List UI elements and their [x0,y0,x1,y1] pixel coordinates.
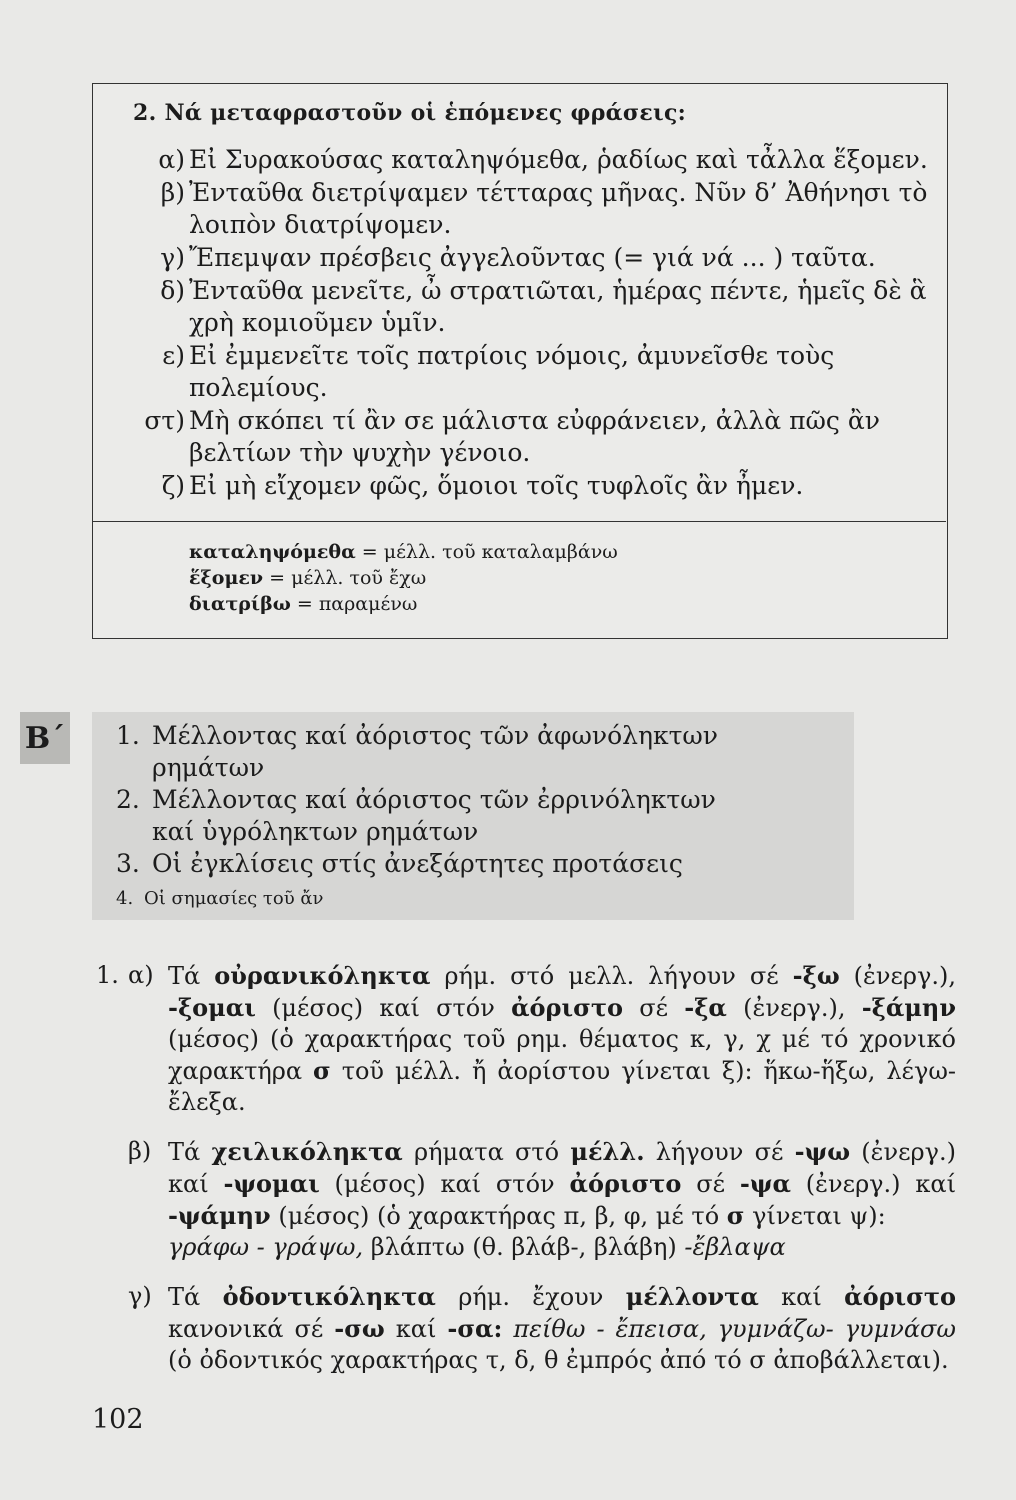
text-run: ρήματα στό [402,1138,571,1166]
text-run: (ἐνεργ.), [839,962,956,990]
text-run: σέ [622,994,685,1022]
exercise-item [93,242,949,274]
topic-item [116,848,762,880]
exercise-item-label: δ) [160,276,185,305]
vocabulary-notes [189,539,618,617]
bold-term: χειλικόληκτα [211,1137,403,1166]
bold-term: -ψάμην [168,1201,271,1230]
bold-term: μέλλ. [570,1137,645,1166]
vocab-definition: = μέλλ. τοῦ καταλαμβάνω [361,541,618,563]
page-number: 102 [92,1404,144,1435]
topic-title: Μέλλοντας καί ἀόριστος τῶν ἀφωνόληκτων ρημάτων [152,721,718,782]
italic-example: -ἔβλαψα [684,1233,786,1261]
exercise-item-label: στ) [144,406,185,435]
exercise-item-text: Ἐνταῦθα διετρίψαμεν τέτταρας μῆνας. Νῦν δ’ Ἀθήνησι τὸ λοιπὸν διατρίψομεν. [189,178,928,239]
bold-term: σ [726,1201,745,1230]
vocab-definition: = παραμένω [296,593,418,615]
bold-term: -ξα [684,993,727,1022]
topic-number: 2. [116,785,140,814]
vocab-entry [189,591,618,617]
topic-title: Οἱ σημασίες τοῦ ἄν [144,888,324,909]
exercise-item [93,470,949,502]
bold-term: μέλλοντα [625,1282,759,1311]
bold-term: -ξομαι [168,993,256,1022]
paragraph-label: α) [128,961,154,989]
bold-term: -ξω [792,961,840,990]
vocab-term: καταληψόμεθα [189,541,356,563]
text-run: (ἐνεργ.) καί [790,1170,956,1198]
text-run: (μέσος) (ὁ χαρακτήρας τοῦ ρημ. θέματος κ, γ, χ μέ τό χρονικό χαρακτήρα [168,1025,956,1085]
bold-term: -σα: [447,1314,503,1343]
exercise-item-label: α) [158,145,185,174]
text-run: (μέσος) καί στόν [319,1170,570,1198]
topic-item [116,720,762,784]
exercise-item [93,177,949,241]
text-run: καί [384,1315,448,1343]
topic-number: 1. [116,721,140,750]
exercise-title: 2. Νά μεταφραστοῦν οἱ ἑπόμενες φράσεις: [133,100,687,126]
paragraph-3 [128,1281,957,1376]
paragraph-number: 1. [96,961,119,989]
exercise-item-text: Εἰ Συρακούσας καταληψόμεθα, ῥαδίως καὶ τἆλλα ἕξομεν. [189,145,928,174]
text-run: ρήμ. ἔχουν [435,1283,626,1311]
text-run: Τά [168,1138,212,1166]
exercise-item [93,144,949,176]
paragraph-label: γ) [128,1282,152,1310]
bold-term: σ [313,1056,331,1085]
vocab-term: διατρίβω [189,593,291,615]
exercise-item [93,275,949,339]
bold-term: -ψα [739,1169,791,1198]
text-run: (μέσος) (ὁ χαρακτήρας π, β, φ, μέ τό [270,1202,727,1230]
paragraph-label: β) [128,1137,152,1165]
text-run: καί [758,1283,845,1311]
text-run: βλάπτω (θ. βλάβ-, βλάβη) [363,1233,685,1261]
text-run: Τά [168,962,215,990]
section-b-topics [116,720,762,912]
bold-term: ὀδοντικόληκτα [222,1282,436,1311]
text-run: (ἐνεργ.) καί [168,1138,956,1198]
exercise-item-label: ζ) [161,471,185,500]
topic-number: 4. [116,888,134,909]
exercise-list [93,144,949,502]
vocab-entry [189,539,618,565]
vocab-entry [189,565,618,591]
exercise-item [93,340,949,404]
bold-term: -ξάμην [861,993,956,1022]
exercise-item [93,405,949,469]
exercise-item-label: β) [160,178,185,207]
text-run: κανονικά σέ [168,1315,335,1343]
topic-item [116,886,762,912]
italic-example: γράφω - γράψω, [168,1233,364,1261]
paragraph-text [168,960,956,1118]
exercise-item-text: Ἔπεμψαν πρέσβεις ἀγγελοῦντας (= γιά νά ... ) ταῦτα. [189,243,876,272]
text-run: (μέσος) καί στόν [255,994,512,1022]
section-b-marker: Β΄ [20,712,70,764]
text-run: ρήμ. στό μελλ. λήγουν σέ [430,962,793,990]
italic-example: πείθω - ἔπεισα, γυμνάζω- γυμνάσω [502,1315,956,1343]
paragraph-text [168,1281,956,1376]
exercise-item-text: Εἰ ἐμμενεῖτε τοῖς πατρίοις νόμοις, ἀμυνεῖσθε τοὺς πολεμίους. [189,341,835,402]
vocab-definition: = μέλλ. τοῦ ἔχω [269,567,427,589]
paragraph-text [168,1136,956,1263]
topic-title: Οἱ ἐγκλίσεις στίς ἀνεξάρτητες προτάσεις [152,849,683,878]
explanation-text [96,960,956,1376]
text-run: γίνεται ψ): [744,1202,886,1230]
exercise-item-text: Μὴ σκόπει τί ἂν σε μάλιστα εὐφράνειεν, ἀλλὰ πῶς ἂν βελτίων τὴν ψυχὴν γένοιο. [189,406,880,467]
paragraph-1 [96,960,957,1118]
exercise-item-text: Ἐνταῦθα μενεῖτε, ὦ στρατιῶται, ἡμέρας πέντε, ἡμεῖς δὲ ἃ χρὴ κομιοῦμεν ὑμῖν. [189,276,927,337]
bold-term: -σω [334,1314,385,1343]
bold-term: -ψω [794,1137,851,1166]
topic-number: 3. [116,849,140,878]
vocab-term: ἕξομεν [189,567,264,589]
exercise-item-text: Εἰ μὴ εἴχομεν φῶς, ὅμοιοι τοῖς τυφλοῖς ἂν ἦμεν. [189,471,804,500]
paragraph-2 [128,1136,956,1263]
text-run: (ὁ ὀδοντικός χαρακτήρας τ, δ, θ ἐμπρός ἀπό τό σ ἀποβάλλεται). [168,1346,949,1374]
exercise-item-label: ε) [162,341,185,370]
bold-term: ἀόριστο [569,1169,682,1198]
exercise-box [92,83,948,639]
text-run: τοῦ μέλλ. ἤ ἀορίστου γίνεται ξ): ἥκω-ἥξω, λέγω-ἔλεξα. [168,1057,957,1116]
text-run: (ἐνεργ.), [726,994,862,1022]
bold-term: -ψομαι [223,1169,320,1198]
bold-term: ἀόριστο [844,1282,957,1311]
exercise-item-label: γ) [160,243,185,272]
text-run: λήγουν σέ [644,1138,795,1166]
vocab-divider [93,521,946,522]
bold-term: οὐρανικόληκτα [214,961,431,990]
topic-item [116,784,762,848]
text-run: σέ [681,1170,740,1198]
text-run: Τά [168,1283,223,1311]
topic-title: Μέλλοντας καί ἀόριστος τῶν ἐρρινόληκτων καί ὑγρόληκτων ρημάτων [152,785,716,846]
bold-term: ἀόριστο [511,993,623,1022]
